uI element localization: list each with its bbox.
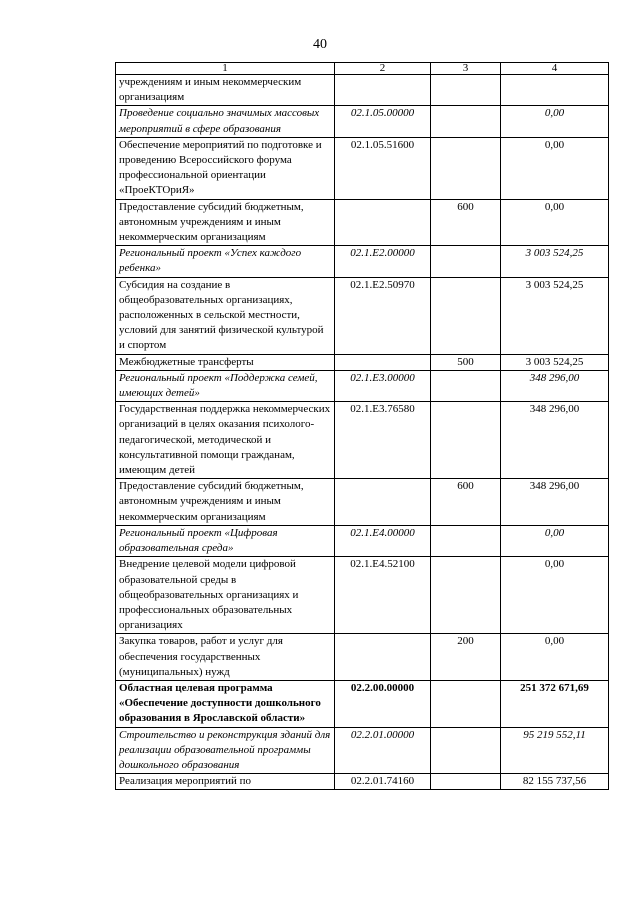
row-code-cell: 02.1.E4.00000 [335,525,431,556]
table-row [116,479,609,526]
row-kind-cell [431,557,501,634]
row-kind-cell: 600 [431,199,501,246]
row-name-cell: Закупка товаров, работ и услуг для обеспечения государственных (муниципальных) нужд [116,634,335,681]
column-header-4: 4 [501,63,609,75]
row-name-cell: Областная целевая программа «Обеспечение доступности дошкольного образования в Ярославской области» [116,680,335,727]
row-amount-cell: 348 296,00 [501,370,609,401]
table-row [116,137,609,199]
row-kind-cell [431,525,501,556]
row-amount-cell: 0,00 [501,634,609,681]
row-code-cell: 02.2.01.00000 [335,727,431,774]
row-kind-cell [431,246,501,277]
row-code-cell: 02.1.E3.76580 [335,402,431,479]
row-amount-cell: 0,00 [501,137,609,199]
row-kind-cell [431,727,501,774]
row-amount-cell: 3 003 524,25 [501,354,609,370]
row-code-cell: 02.1.05.51600 [335,137,431,199]
table-row [116,634,609,681]
row-name-cell: Внедрение целевой модели цифровой образовательной среды в общеобразовательных организациях и профессиональных образовательных организациях [116,557,335,634]
row-amount-cell: 3 003 524,25 [501,277,609,354]
row-code-cell: 02.1.E2.00000 [335,246,431,277]
budget-table [115,62,609,790]
row-kind-cell [431,680,501,727]
row-code-cell [335,479,431,526]
row-name-cell: Региональный проект «Цифровая образовательная среда» [116,525,335,556]
row-amount-cell: 251 372 671,69 [501,680,609,727]
column-header-3: 3 [431,63,501,75]
table-row [116,75,609,106]
row-kind-cell: 200 [431,634,501,681]
row-code-cell [335,199,431,246]
row-code-cell: 02.2.00.00000 [335,680,431,727]
row-code-cell: 02.1.E4.52100 [335,557,431,634]
table-row [116,402,609,479]
table-row [116,727,609,774]
row-name-cell: Региональный проект «Поддержка семей, имеющих детей» [116,370,335,401]
row-code-cell [335,75,431,106]
row-kind-cell [431,106,501,137]
row-kind-cell [431,277,501,354]
row-code-cell: 02.1.E3.00000 [335,370,431,401]
row-amount-cell: 0,00 [501,199,609,246]
table-row [116,354,609,370]
row-kind-cell: 500 [431,354,501,370]
row-amount-cell: 0,00 [501,525,609,556]
row-kind-cell [431,75,501,106]
row-code-cell [335,634,431,681]
row-name-cell: Строительство и реконструкция зданий для реализации образовательной программы дошкольного образования [116,727,335,774]
page-number: 40 [313,37,327,52]
row-name-cell: Предоставление субсидий бюджетным, автономным учреждениям и иным некоммерческим организациям [116,199,335,246]
row-code-cell: 02.1.05.00000 [335,106,431,137]
row-name-cell: учреждениям и иным некоммерческим организациям [116,75,335,106]
table-row [116,277,609,354]
table-row [116,680,609,727]
row-amount-cell [501,75,609,106]
row-amount-cell: 0,00 [501,557,609,634]
table-row [116,557,609,634]
table-row [116,370,609,401]
row-code-cell: 02.1.E2.50970 [335,277,431,354]
row-code-cell: 02.2.01.74160 [335,774,431,790]
row-amount-cell: 95 219 552,11 [501,727,609,774]
table-header-row [116,63,609,75]
row-kind-cell [431,370,501,401]
table-row [116,774,609,790]
row-kind-cell [431,774,501,790]
column-header-2: 2 [335,63,431,75]
table-row [116,246,609,277]
row-name-cell: Реализация мероприятий по [116,774,335,790]
row-name-cell: Предоставление субсидий бюджетным, автономным учреждениям и иным некоммерческим организациям [116,479,335,526]
row-code-cell [335,354,431,370]
table-row [116,525,609,556]
table-row [116,199,609,246]
row-kind-cell [431,402,501,479]
row-name-cell: Проведение социально значимых массовых мероприятий в сфере образования [116,106,335,137]
row-name-cell: Субсидия на создание в общеобразовательных организациях, расположенных в сельской местности, условий для занятий физической культурой и спортом [116,277,335,354]
row-amount-cell: 3 003 524,25 [501,246,609,277]
row-amount-cell: 0,00 [501,106,609,137]
table-row [116,106,609,137]
row-amount-cell: 82 155 737,56 [501,774,609,790]
row-kind-cell [431,137,501,199]
row-amount-cell: 348 296,00 [501,402,609,479]
row-kind-cell: 600 [431,479,501,526]
row-name-cell: Региональный проект «Успех каждого ребенка» [116,246,335,277]
row-name-cell: Межбюджетные трансферты [116,354,335,370]
row-name-cell: Обеспечение мероприятий по подготовке и проведению Всероссийского форума профессиональной ориентации «ПроеКТОриЯ» [116,137,335,199]
row-amount-cell: 348 296,00 [501,479,609,526]
table-body [116,75,609,790]
row-name-cell: Государственная поддержка некоммерческих организаций в целях оказания психолого-педагогической, методической и консультативной помощи гражданам, имеющим детей [116,402,335,479]
column-header-1: 1 [116,63,335,75]
